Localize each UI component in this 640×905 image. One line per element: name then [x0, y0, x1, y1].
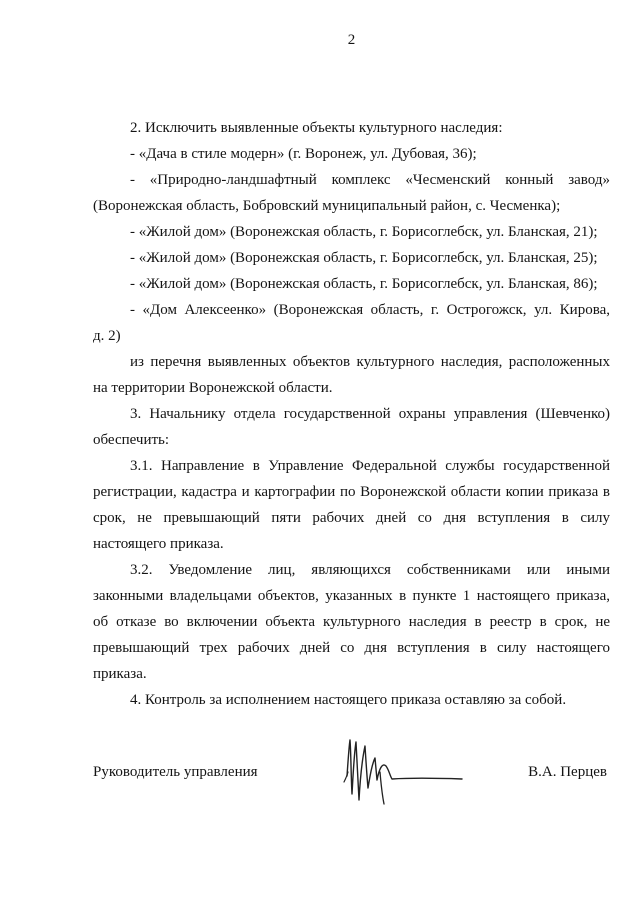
- document-body: [93, 115, 610, 713]
- text-line: обеспечить:: [93, 432, 170, 448]
- paragraph-item-3-2: [93, 557, 610, 687]
- signatory-position: Руководитель управления: [93, 764, 258, 780]
- text-line: - «Дача в стиле модерн» (г. Воронеж, ул. Дубовая, 36);: [130, 146, 477, 162]
- list-item: [93, 219, 610, 245]
- paragraph-continuation: [93, 349, 610, 401]
- text-line: - «Жилой дом» (Воронежская область, г. Борисоглебск, ул. Бланская, 86);: [130, 276, 598, 292]
- page-number: 2: [347, 32, 356, 48]
- handwritten-signature: [338, 732, 468, 807]
- text-line: - «Дом Алексеенко» (Воронежская область, г. Острогожск, ул. Кирова,: [130, 302, 610, 318]
- paragraph-item-3-1: [93, 453, 610, 557]
- text-line: - «Жилой дом» (Воронежская область, г. Борисоглебск, ул. Бланская, 21);: [130, 224, 598, 240]
- list-item: [93, 271, 610, 297]
- paragraph-item-4: [93, 687, 610, 713]
- list-item: [93, 297, 610, 349]
- text-line: настоящего приказа.: [93, 536, 224, 552]
- text-line: д. 2): [93, 328, 121, 344]
- text-line: - «Жилой дом» (Воронежская область, г. Борисоглебск, ул. Бланская, 25);: [130, 250, 598, 266]
- text-line: - «Природно-ландшафтный комплекс «Чесменский конный завод»: [130, 172, 610, 188]
- text-line: из перечня выявленных объектов культурного наследия, расположенных: [130, 354, 610, 370]
- signatory-name: В.А. Перцев: [528, 764, 607, 780]
- text-line: (Воронежская область, Бобровский муниципальный район, с. Чесменка);: [93, 198, 561, 214]
- text-line: регистрации, кадастра и картографии по Воронежской области копии приказа в: [93, 484, 610, 500]
- text-line: законными владельцами объектов, указанных в пункте 1 настоящего приказа,: [93, 588, 610, 604]
- text-line: приказа.: [93, 666, 147, 682]
- text-line: превышающий трех рабочих дней со дня вступления в силу настоящего: [93, 640, 610, 656]
- text-line: об отказе во включении объекта культурного наследия в реестр в срок, не: [93, 614, 610, 630]
- list-item: [93, 141, 610, 167]
- list-item: [93, 167, 610, 219]
- text-line: на территории Воронежской области.: [93, 380, 333, 396]
- list-item: [93, 245, 610, 271]
- text-line: 2. Исключить выявленные объекты культурного наследия:: [130, 120, 503, 136]
- paragraph-item-3: [93, 401, 610, 453]
- text-line: 4. Контроль за исполнением настоящего приказа оставляю за собой.: [130, 692, 567, 708]
- text-line: 3.1. Направление в Управление Федеральной службы государственной: [130, 458, 610, 474]
- text-line: 3. Начальнику отдела государственной охраны управления (Шевченко): [130, 406, 610, 422]
- text-line: срок, не превышающий пяти рабочих дней со дня вступления в силу: [93, 510, 610, 526]
- text-line: 3.2. Уведомление лиц, являющихся собственниками или иными: [130, 562, 610, 578]
- paragraph-item-2: [93, 115, 610, 141]
